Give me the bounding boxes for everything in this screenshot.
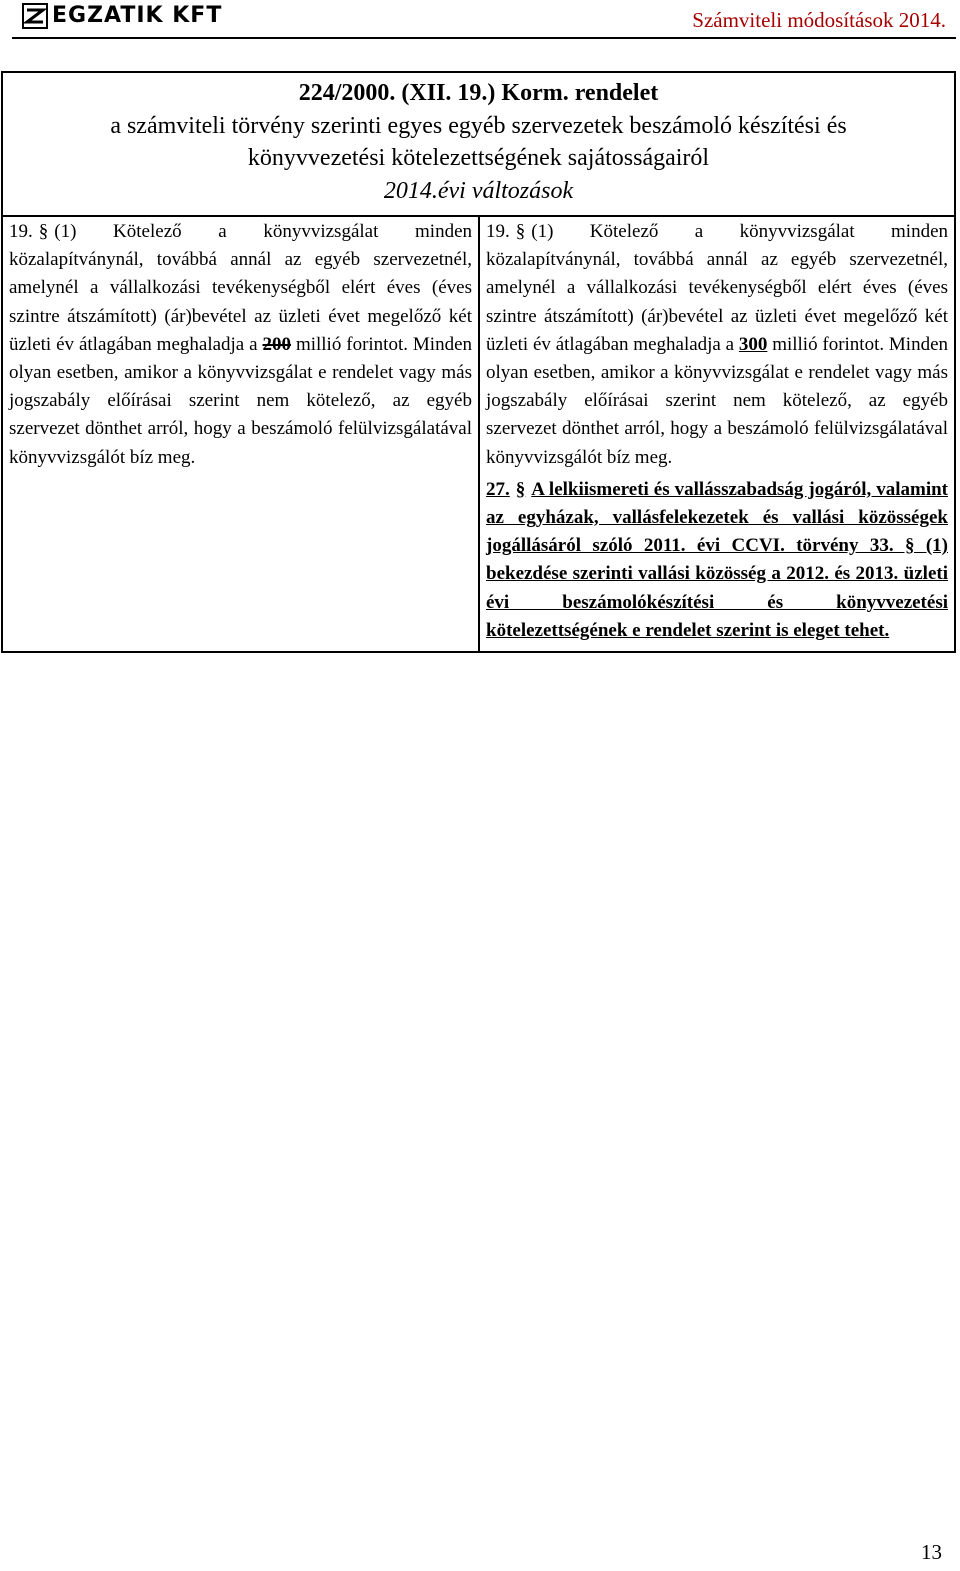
section-symbol: § bbox=[38, 221, 49, 242]
logo-icon bbox=[22, 3, 48, 29]
new-section-symbol: § bbox=[515, 478, 526, 500]
page-header bbox=[0, 0, 960, 42]
old-amount: 200 bbox=[262, 333, 292, 355]
new-text-column bbox=[479, 216, 955, 652]
new-paragraph-text: A lelkiismereti és vallásszabadság jogáról, valamint az egyházak, vallásfelekezetek és vallási közösségek jogállásáról szóló 2011. évi CCVI. törvény 33. § (1) bekezdése szerinti vallási közösség a 2012. és 2013. üzleti évi beszámolókészítési és könyvvezetési kötelezettségének e rendelet szerint is eleget tehet. bbox=[486, 478, 948, 641]
table-title-row bbox=[2, 72, 955, 216]
document-header-title: Számviteli módosítások 2014. bbox=[692, 8, 946, 32]
new-paragraph-27 bbox=[486, 476, 948, 645]
new-paragraph-number: 27. bbox=[486, 478, 510, 500]
table-title-cell bbox=[2, 72, 955, 216]
regulation-title: 224/2000. (XII. 19.) Korm. rendelet bbox=[298, 80, 659, 106]
header-divider bbox=[12, 37, 956, 39]
table-content-row bbox=[2, 216, 955, 652]
old-text-column bbox=[2, 216, 479, 652]
changes-year-label: 2014.évi változások bbox=[383, 177, 574, 204]
paragraph-number: 19. bbox=[486, 221, 510, 242]
company-logo bbox=[22, 3, 222, 29]
paragraph-text-part-2: millió forintot. Minden olyan esetben, amikor a könyvvizsgálat e rendelet vagy más jogszabály előírásai szerint nem kötelező, az egyéb szervezet dönthet arról, hogy a beszámoló felülvizsgálatával könyvvizsgálót bíz meg. bbox=[486, 333, 949, 468]
paragraph-number: 19. bbox=[9, 221, 33, 242]
old-paragraph-19 bbox=[9, 218, 472, 472]
comparison-table bbox=[1, 71, 956, 653]
section-symbol: § bbox=[515, 221, 526, 242]
paragraph-text-part-1: (1) Kötelező a könyvvizsgálat minden közalapítványnál, továbbá annál az egyéb szervezetnél, amelynél a vállalkozási tevékenységből elért éves (éves szintre átszámított) (ár)bevétel az üzleti évet megelőző két üzleti év átlagában meghaladja a bbox=[486, 221, 948, 355]
new-amount: 300 bbox=[738, 333, 768, 355]
paragraph-text-part-1: (1) Kötelező a könyvvizsgálat minden közalapítványnál, továbbá annál az egyéb szervezetnél, amelynél a vállalkozási tevékenységből elért éves (éves szintre átszámított) (ár)bevétel az üzleti évet megelőző két üzleti év átlagában meghaladja a bbox=[9, 221, 472, 355]
regulation-subtitle-line-1: a számviteli törvény szerinti egyes egyéb szervezetek beszámoló készítési és bbox=[110, 112, 847, 139]
regulation-subtitle-line-2: könyvvezetési kötelezettségének sajátosságairól bbox=[247, 145, 710, 171]
logo-text: EGZATIK KFT bbox=[52, 3, 223, 28]
page-number: 13 bbox=[921, 1540, 942, 1564]
paragraph-text-part-2: millió forintot. Minden olyan esetben, amikor a könyvvizsgálat e rendelet vagy más jogszabály előírásai szerint nem kötelező, az egyéb szervezet dönthet arról, hogy a beszámoló felülvizsgálatával könyvvizsgálót bíz meg. bbox=[9, 333, 473, 468]
new-paragraph-19 bbox=[486, 218, 948, 472]
